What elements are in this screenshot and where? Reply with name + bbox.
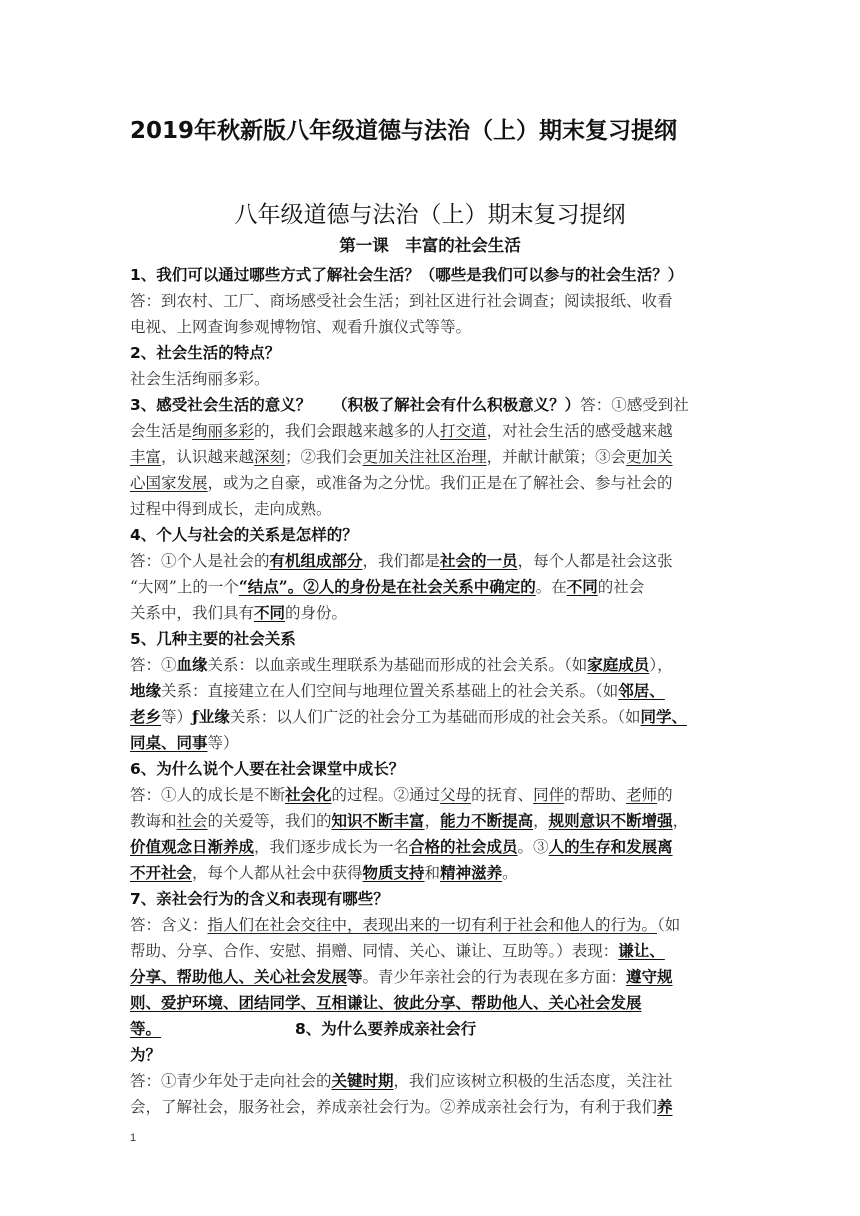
underlined-text: 打交道 <box>440 422 487 440</box>
underlined-text: 绚丽多彩 <box>192 422 255 440</box>
lesson-heading: 第一课 丰富的社会生活 <box>339 236 521 255</box>
key-point-text: 人的生存和发展离 <box>548 837 673 856</box>
key-point-text: 能力不断提高 <box>440 811 534 830</box>
question-text: 为？ <box>130 1046 162 1064</box>
text-line <box>130 496 730 522</box>
key-point-text: 谦让、 <box>618 941 665 960</box>
text-line <box>130 548 730 574</box>
underlined-text: 同伴 <box>533 786 565 804</box>
answer-text: 教诲和 <box>130 812 177 830</box>
text-line <box>130 990 730 1016</box>
key-point-text: 知识不断丰富 <box>331 811 425 830</box>
answer-text: “大网”上的一个 <box>130 578 239 596</box>
text-line <box>130 288 730 314</box>
text-line <box>130 626 730 652</box>
answer-text: 的帮助、 <box>564 786 627 804</box>
answer-text: ；②我们会 <box>285 448 363 466</box>
text-line <box>130 678 730 704</box>
key-point-text: 社会化 <box>285 785 332 804</box>
text-line <box>130 782 730 808</box>
answer-text: ， <box>672 812 689 830</box>
text-line <box>130 262 730 288</box>
question-text: 7、亲社会行为的含义和表现有哪些？ <box>130 890 389 908</box>
answer-text: 的过程。②通过 <box>331 786 441 804</box>
text-line <box>130 1094 730 1120</box>
key-point-text: 不同 <box>254 603 286 622</box>
bold-text: 地缘 <box>130 681 162 700</box>
key-point-text: 同桌、同事 <box>130 733 208 752</box>
text-line <box>130 340 730 366</box>
text-line <box>130 860 730 886</box>
answer-text: 答：①个人是社会的 <box>130 552 270 570</box>
key-point-text: 等。 <box>130 1019 162 1038</box>
answer-text: 答：①感受到社 <box>580 396 689 414</box>
answer-text: 会，了解社会，服务社会，养成亲社会行为。②养成亲社会行为，有利于我们 <box>130 1098 658 1116</box>
text-line <box>130 574 730 600</box>
key-point-text: 不同 <box>566 577 598 596</box>
text-line <box>130 522 730 548</box>
underlined-text: 指人们在社会交往中，表现出来的一切有利于社会和他人的行为。 <box>207 916 658 934</box>
key-point-text: 养 <box>657 1097 673 1116</box>
answer-text: 的，我们会跟越来越多的人 <box>254 422 441 440</box>
answer-text: ，或为之自豪，或准备为之分忧。我们正是在了解社会、参与社会的 <box>207 474 673 492</box>
underlined-text: 深刻 <box>254 448 286 466</box>
key-point-text: 则、爱护环境、团结同学、互相谦让、彼此分享、帮助他人、关心社会发展 <box>130 993 642 1012</box>
answer-text: 答：① <box>130 656 177 674</box>
text-line <box>130 418 730 444</box>
text-line <box>130 964 730 990</box>
key-point-text: 同学、 <box>640 707 687 726</box>
underlined-text: 老师 <box>626 786 658 804</box>
question-text: 5、几种主要的社会关系 <box>130 630 296 648</box>
text-line <box>130 366 730 392</box>
answer-text: ，认识越来越 <box>161 448 255 466</box>
key-point-text: 有机组成部分 <box>269 551 363 570</box>
text-line <box>130 808 730 834</box>
key-point-text: 社会的一员 <box>440 551 518 570</box>
key-point-text: 物质支持 <box>362 863 425 882</box>
answer-text: 电视、上网查询参观博物馆、观看升旗仪式等等。 <box>130 318 472 336</box>
question-text: 2、社会生活的特点？ <box>130 344 281 362</box>
text-line <box>130 1068 730 1094</box>
key-point-text: 分享、帮助他人、关心社会发展 <box>130 967 348 986</box>
key-point-text: 遵守规 <box>626 967 673 986</box>
text-line <box>130 470 730 496</box>
answer-text: 。 <box>502 864 518 882</box>
answer-text: 会生活是 <box>130 422 193 440</box>
answer-text: 等） <box>161 708 193 726</box>
text-line <box>130 444 730 470</box>
answer-text: 答：①人的成长是不断 <box>130 786 286 804</box>
answer-text: 等） <box>207 734 239 752</box>
question-text: 1、我们可以通过哪些方式了解社会生活？（哪些是我们可以参与的社会生活？） <box>130 266 684 284</box>
answer-text: 关系：以人们广泛的社会分工为基础而形成的社会关系。（如 <box>229 708 641 726</box>
answer-text: ， <box>533 812 549 830</box>
key-point-text: “结点”。②人的身份是在社会关系中确定的 <box>238 577 536 596</box>
answer-text: 的关爱等，我们的 <box>207 812 332 830</box>
outline-body <box>130 262 730 1120</box>
answer-text: ）， <box>649 656 673 674</box>
key-point-text: 关键时期 <box>331 1071 394 1090</box>
page-number: 1 <box>130 1132 137 1144</box>
text-line <box>130 938 730 964</box>
key-point-text: 邻居、 <box>618 681 665 700</box>
text-line <box>130 1016 730 1042</box>
answer-text: ，每个人都是社会这张 <box>517 552 673 570</box>
text-line <box>130 314 730 340</box>
answer-text: 答：①青少年处于走向社会的 <box>130 1072 332 1090</box>
document-title: 2019年秋新版八年级道德与法治（上）期末复习提纲 <box>130 118 678 144</box>
underlined-text: 更加关注社区治理 <box>362 448 487 466</box>
answer-text: 帮助、分享、合作、安慰、捐赠、同情、关心、谦让、互助等。）表现： <box>130 942 619 960</box>
outline-title: 八年级道德与法治（上）期末复习提纲 <box>234 202 626 228</box>
text-line <box>130 886 730 912</box>
answer-text: （如 <box>657 916 681 934</box>
question-text: 3、感受社会生活的意义？ （积极了解社会有什么积极意义？） <box>130 396 581 414</box>
answer-text: 和 <box>424 864 441 882</box>
underlined-text: 社会 <box>176 812 208 830</box>
question-text: 6、为什么说个人要在社会课堂中成长？ <box>130 760 405 778</box>
answer-text: 的 <box>657 786 673 804</box>
answer-text: 答：含义： <box>130 916 208 934</box>
answer-text: ，并献计献策；③会 <box>486 448 627 466</box>
key-point-text: 价值观念日渐养成 <box>130 837 255 856</box>
text-line <box>130 600 730 626</box>
key-point-text: 不开社会 <box>130 863 193 882</box>
answer-text: 关系：以血亲或生理联系为基础而形成的社会关系。（如 <box>207 656 588 674</box>
answer-text: ，我们逐步成长为一名 <box>254 838 410 856</box>
answer-text: ，对社会生活的感受越来越 <box>486 422 673 440</box>
answer-text: ， <box>424 812 441 830</box>
answer-text: 。在 <box>535 578 567 596</box>
answer-text: 关系中，我们具有 <box>130 604 255 622</box>
bold-text: 血缘 <box>176 655 208 674</box>
text-line <box>130 1042 730 1068</box>
text-line <box>130 704 730 730</box>
text-line <box>130 834 730 860</box>
answer-text: 。青少年亲社会的行为表现在多方面： <box>362 968 627 986</box>
text-line <box>130 652 730 678</box>
answer-text: 答：到农村、工厂、商场感受社会生活；到社区进行社会调查；阅读报纸、收看 <box>130 292 673 310</box>
key-point-text: 家庭成员 <box>587 655 650 674</box>
key-point-text: 合格的社会成员 <box>409 837 518 856</box>
answer-text: 过程中得到成长，走向成熟。 <box>130 500 332 518</box>
key-point-text: 规则意识不断增强 <box>548 811 673 830</box>
bold-text: ƒ业缘 <box>192 707 230 726</box>
answer-text: ，我们应该树立积极的生活态度，关注社 <box>393 1072 673 1090</box>
text-line <box>130 756 730 782</box>
text-line <box>130 912 730 938</box>
underlined-text: 更加关 <box>626 448 673 466</box>
answer-text: 社会生活绚丽多彩。 <box>130 370 270 388</box>
answer-text: 的身份。 <box>285 604 348 622</box>
underlined-text: 父母 <box>440 786 472 804</box>
underlined-text: 心国家发展 <box>130 474 208 492</box>
key-point-text: 老乡 <box>130 707 162 726</box>
text-line <box>130 392 730 418</box>
question-text: 4、个人与社会的关系是怎样的？ <box>130 526 358 544</box>
answer-text: ，我们都是 <box>362 552 441 570</box>
answer-text: 的社会 <box>597 578 645 596</box>
answer-text: ，每个人都从社会中获得 <box>192 864 363 882</box>
answer-text: 关系：直接建立在人们空间与地理位置关系基础上的社会关系。（如 <box>161 682 619 700</box>
text-line <box>130 730 730 756</box>
key-point-text: 精神滋养 <box>440 863 503 882</box>
bold-text: 等 <box>347 967 363 986</box>
answer-text: 。③ <box>517 838 549 856</box>
answer-text: 的抚育、 <box>471 786 534 804</box>
underlined-text: 丰富 <box>130 448 162 466</box>
question-text: 8、为什么要养成亲社会行 <box>295 1020 477 1038</box>
